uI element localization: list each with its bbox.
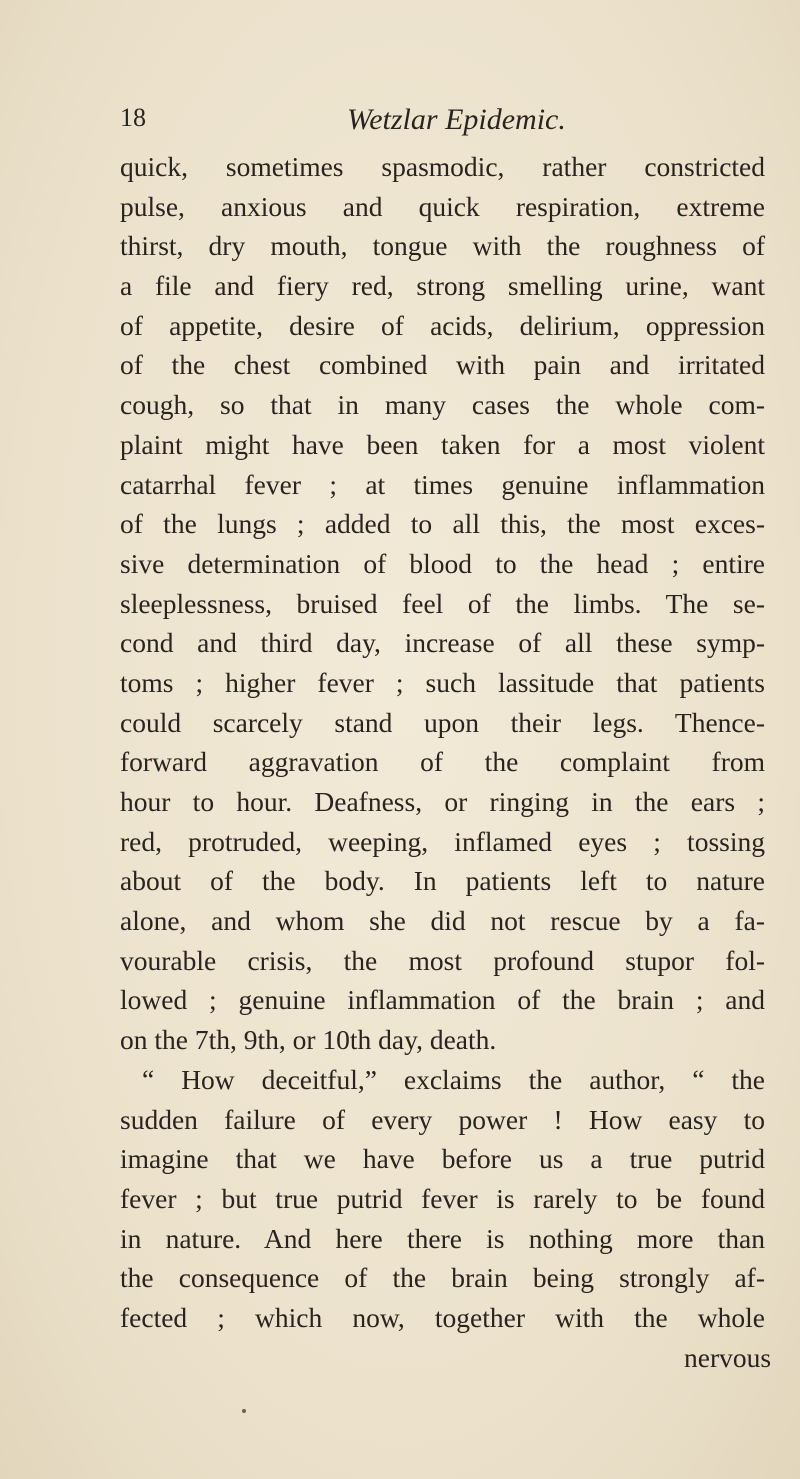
text-line: plaint might have been taken for a most violent <box>120 428 765 460</box>
text-line: quick, sometimes spasmodic, rather constricted <box>120 151 765 182</box>
text-line: toms ; higher fever ; such lassitude that patients <box>120 666 765 698</box>
text-line: cough, so that in many cases the whole com- <box>120 389 765 421</box>
text-line: imagine that we have before us a true putrid <box>120 1143 765 1175</box>
text-line: cond and third day, increase of all these symp- <box>120 627 765 659</box>
page-header <box>120 103 740 153</box>
text-line: thirst, dry mouth, tongue with the roughness of <box>120 230 765 262</box>
text-line: sive determination of blood to the head ; entire <box>120 547 765 579</box>
text-line: forward aggravation of the complaint from <box>120 746 765 778</box>
text-line: fever ; but true putrid fever is rarely to be found <box>120 1182 765 1214</box>
running-head: Wetzlar Epidemic. <box>347 103 566 136</box>
text-line: in nature. And here there is nothing more than <box>120 1222 765 1254</box>
text-line: a file and fiery red, strong smelling urine, want <box>120 270 765 302</box>
text-line: of the chest combined with pain and irritated <box>120 349 765 381</box>
paper-speck <box>242 1409 246 1413</box>
text-line: pulse, anxious and quick respiration, extreme <box>120 190 765 222</box>
text-line: could scarcely stand upon their legs. Thence- <box>120 706 765 738</box>
text-line: “ How deceitful,” exclaims the author, “ the <box>142 1063 765 1095</box>
text-line: hour to hour. Deafness, or ringing in the ears ; <box>120 786 765 817</box>
page-number: 18 <box>120 103 146 132</box>
catchword: nervous <box>684 1341 772 1373</box>
text-line: on the 7th, 9th, or 10th day, death. <box>120 1024 497 1056</box>
text-line: fected ; which now, together with the whole <box>120 1301 765 1333</box>
text-line: of appetite, desire of acids, delirium, oppression <box>120 309 765 341</box>
text-line: about of the body. In patients left to nature <box>120 865 765 897</box>
text-line: sleeplessness, bruised feel of the limbs. The se- <box>120 587 765 619</box>
text-line: lowed ; genuine inflammation of the brain ; and <box>120 984 765 1016</box>
text-line: red, protruded, weeping, inflamed eyes ; tossing <box>120 825 765 857</box>
text-line: vourable crisis, the most profound stupor fol- <box>120 944 765 976</box>
body-text <box>120 147 772 1377</box>
text-line: sudden failure of every power ! How easy to <box>120 1103 765 1135</box>
text-line: the consequence of the brain being strongly af- <box>120 1262 765 1294</box>
text-line: of the lungs ; added to all this, the most exces- <box>120 508 765 540</box>
text-line: alone, and whom she did not rescue by a fa- <box>120 905 765 937</box>
text-line: catarrhal fever ; at times genuine inflammation <box>120 468 765 500</box>
